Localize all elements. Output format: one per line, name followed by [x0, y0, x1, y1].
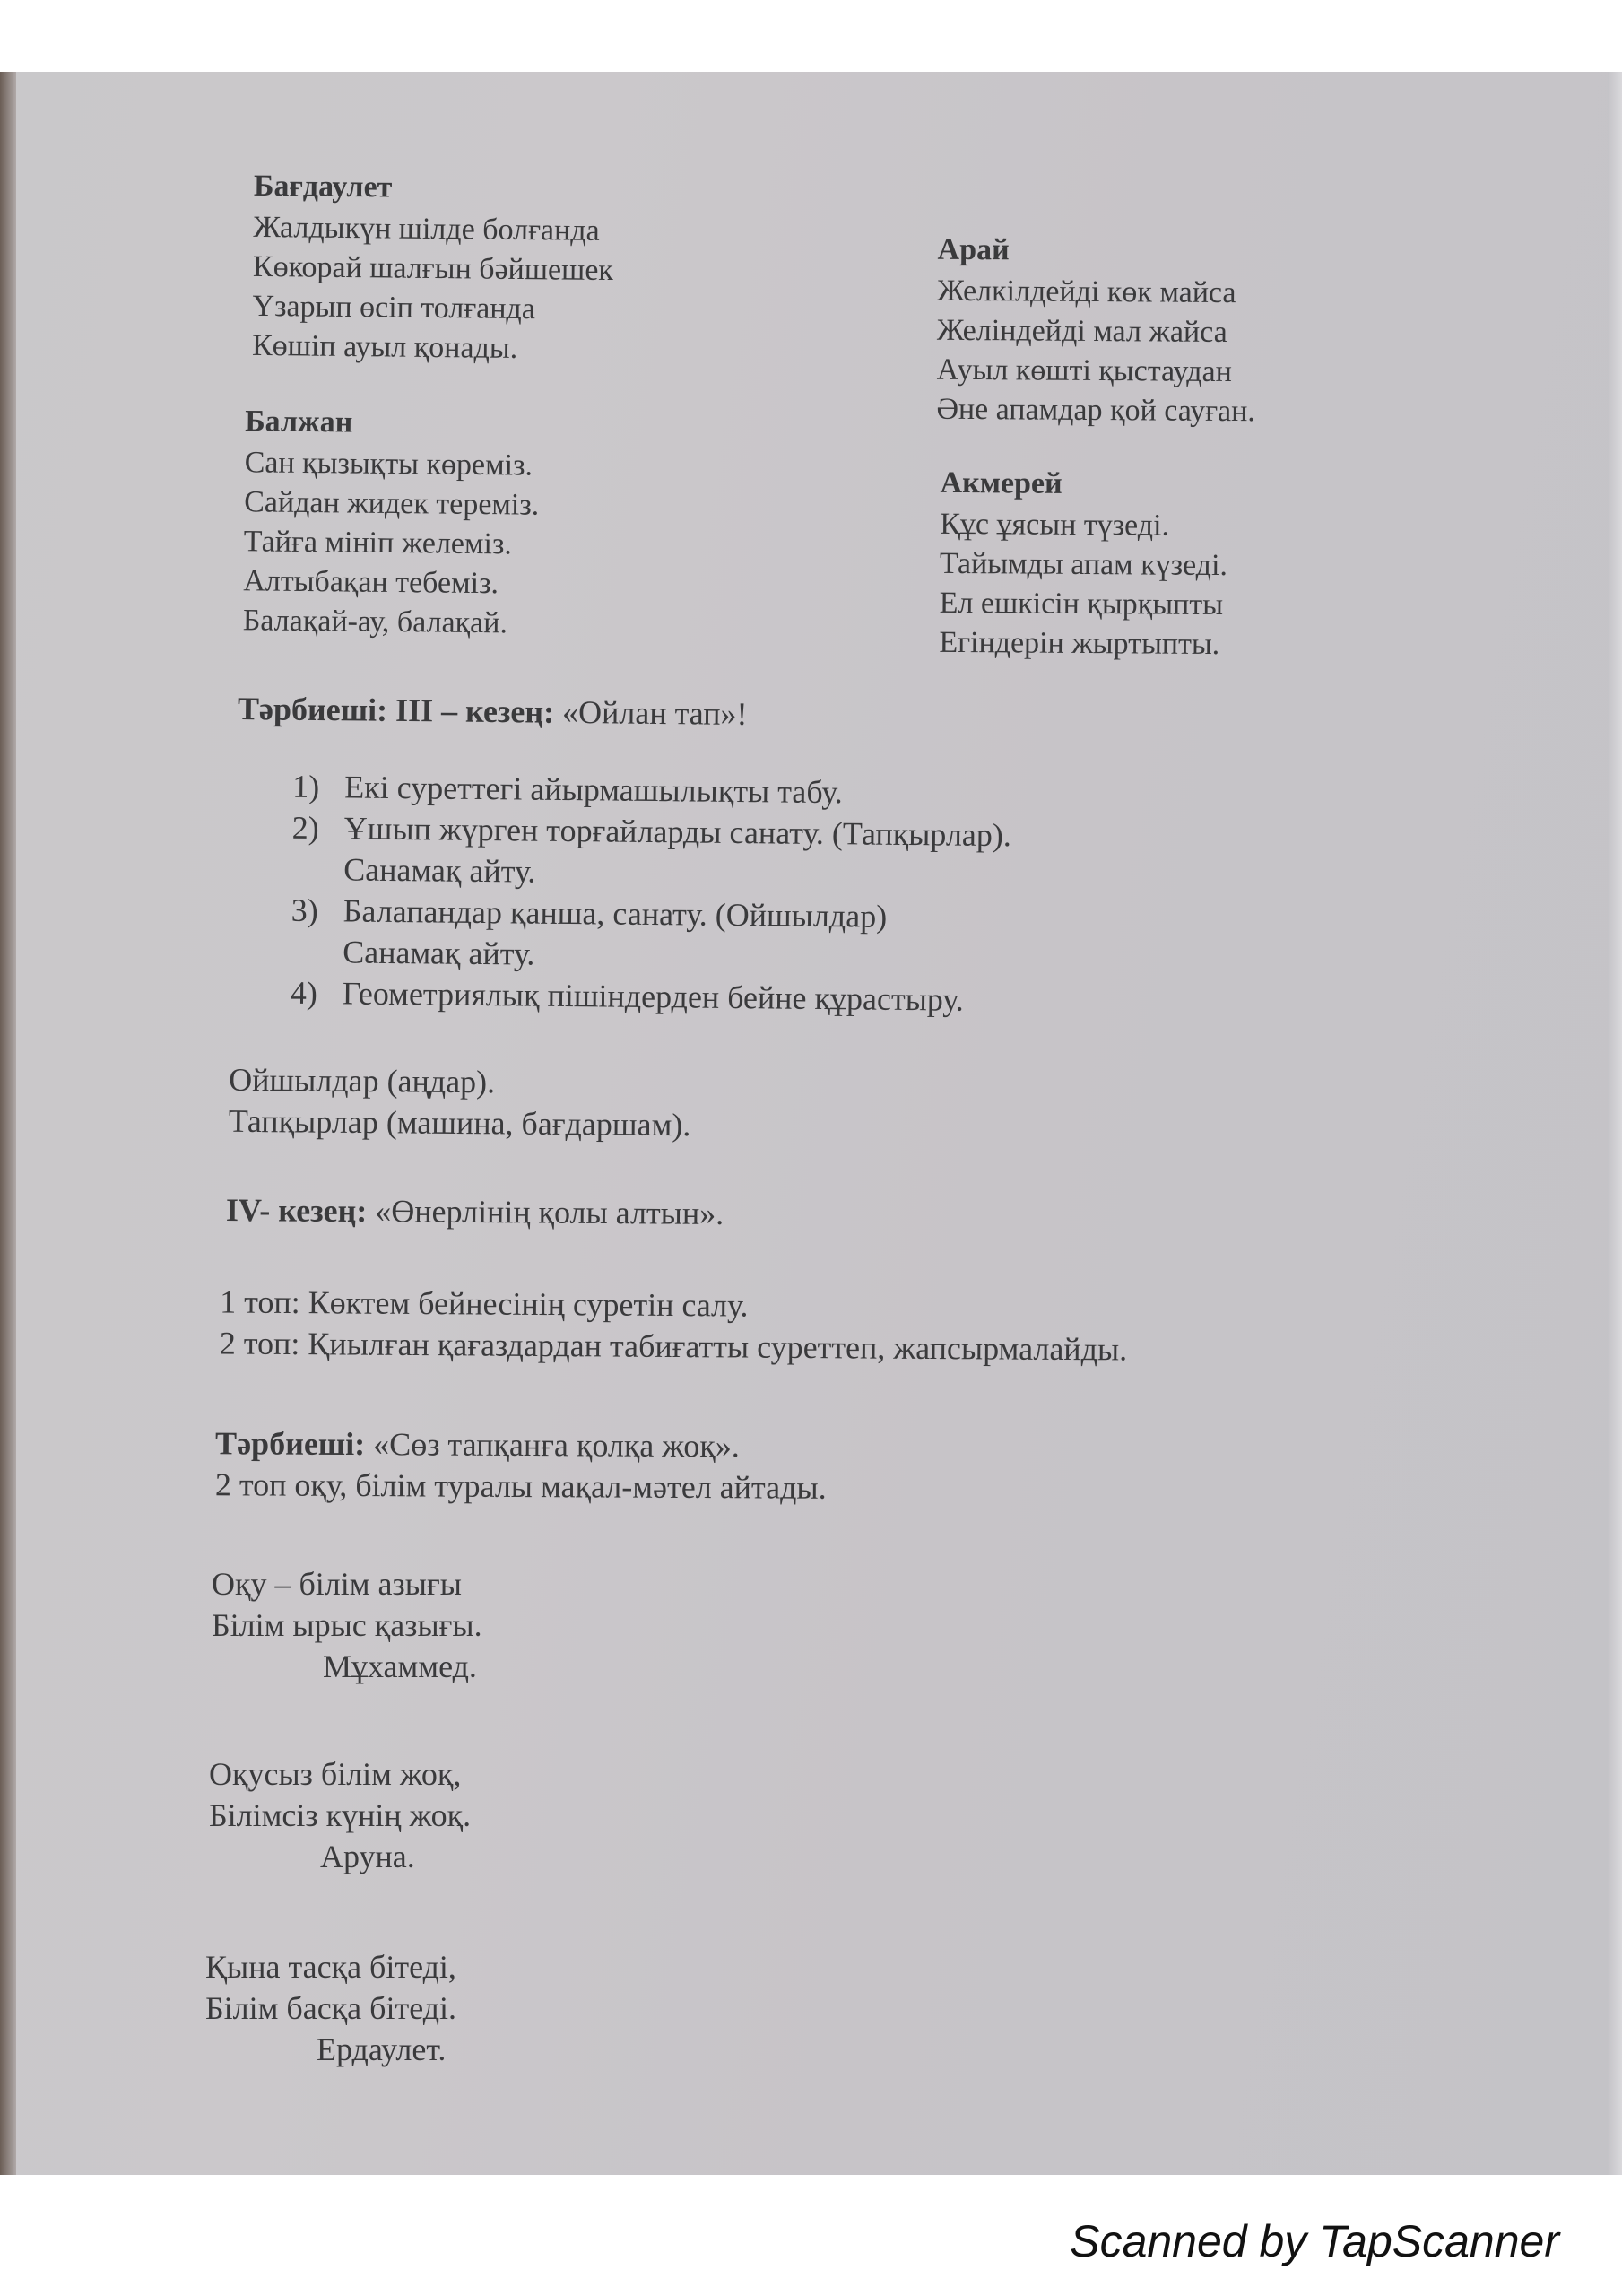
list-item [291, 972, 1010, 1021]
stage4-label: IV- кезең: [225, 1192, 368, 1230]
team-line: Тапқырлар (машина, бағдаршам). [228, 1102, 691, 1144]
proverb-3 [205, 1946, 456, 2070]
list-item [292, 807, 1012, 856]
poem-akmerei [939, 464, 1228, 665]
poem-line: Егіндерін жыртыпты. [939, 625, 1220, 662]
teacher-heading [215, 1422, 827, 1467]
poem-line: Тайға мініп желеміз. [243, 525, 513, 561]
poem-author: Бағдаулет [253, 169, 393, 204]
proverb-line: Білім басқа бітеді. [205, 1990, 457, 2026]
list-subtext: Санамақ айту. [343, 934, 535, 972]
poem-line: Сайдан жидек тереміз. [244, 485, 540, 522]
list-text: Балапандар қанша, санату. (Ойшылдар) [343, 892, 888, 935]
poem-author: Балжан [244, 404, 353, 439]
poem-line: Ауыл көшті қыстаудан [936, 352, 1233, 389]
proverb-line: Білім ырыс қазығы. [212, 1607, 482, 1643]
stage3-heading [238, 690, 748, 733]
stage4-title: «Өнерлінің қолы алтын». [367, 1193, 724, 1231]
groups-block [220, 1281, 1128, 1370]
task-list [291, 766, 1012, 1021]
list-item [292, 766, 1012, 814]
scanner-watermark: Scanned by TapScanner [1070, 2216, 1559, 2266]
list-number: 3) [291, 891, 318, 929]
poem-line: Сан қызықты көреміз. [244, 446, 533, 483]
poem-line: Алтыбақан тебеміз. [243, 564, 499, 601]
poem-arai [936, 230, 1256, 431]
stage4-heading [226, 1191, 724, 1232]
list-text: Екі суреттегі айырмашылықты табу. [344, 769, 843, 811]
poem-line: Ел ешкісін қырқыпты [939, 586, 1224, 622]
list-number: 4) [290, 974, 318, 1012]
list-number: 1) [292, 768, 320, 805]
stage3-label: Тәрбиеші: III – кезең: [237, 691, 555, 730]
proverb-author: Аруна. [320, 1839, 415, 1874]
proverb-line: Қына тасқа бітеді, [205, 1949, 456, 1985]
stage3-title: «Ойлан тап»! [553, 693, 748, 732]
proverb-author: Мұхаммед. [323, 1648, 477, 1684]
poem-line: Желкілдейді көк майса [937, 274, 1236, 310]
poem-line: Жалдыкүн шілде болғанда [253, 210, 600, 248]
poem-line: Тайымды апам күзеді. [939, 546, 1228, 583]
group-line: 2 топ: Қиылған қағаздардан табиғатты суреттеп, жапсырмалайды. [219, 1325, 1128, 1368]
teacher-line: 2 топ оқу, білім туралы мақал-мәтел айтады. [214, 1466, 827, 1506]
teacher-title: «Сөз тапқанға қолқа жоқ». [365, 1426, 740, 1465]
poem-bagdaulet [252, 167, 614, 370]
poem-line: Желіндейді мал жайса [936, 313, 1227, 350]
page-edge-right [1608, 72, 1622, 2175]
poem-line: Әне апамдар қой сауған. [936, 392, 1256, 429]
proverb-author: Ердаулет. [317, 2031, 447, 2067]
list-subtext: Санамақ айту. [343, 851, 536, 890]
group-line: 1 топ: Көктем бейнесінің суретін салу. [220, 1283, 749, 1324]
poem-author: Акмерей [940, 465, 1063, 500]
teacher-block [215, 1422, 827, 1509]
team-line: Ойшылдар (аңдар). [229, 1061, 496, 1100]
teams-block [229, 1059, 691, 1145]
poem-line: Құс ұясын түзеді. [940, 507, 1170, 543]
poem-line: Үзарып өсіп толғанда [252, 289, 536, 326]
poem-line: Көшіп ауыл қонады. [251, 328, 518, 365]
proverb-line: Білімсіз күнің жоқ. [209, 1797, 472, 1833]
proverb-1 [212, 1563, 482, 1687]
poem-balzhan [243, 402, 541, 643]
poem-line: Көкорай шалғын бәйшешек [252, 249, 614, 288]
list-item [291, 890, 1011, 938]
poem-author: Арай [937, 232, 1010, 267]
page-edge-left [0, 72, 16, 2175]
poem-line: Балақай-ау, балақай. [242, 604, 508, 640]
proverb-2 [209, 1753, 471, 1877]
list-number: 2) [291, 809, 319, 847]
list-text: Ұшып жүрген торғайларды санату. (Тапқырлар). [343, 810, 1012, 854]
proverb-line: Оқу – білім азығы [212, 1566, 462, 1602]
list-text: Геометриялық пішіндерден бейне құрастыру. [342, 975, 965, 1018]
proverb-line: Оқусыз білім жоқ, [209, 1756, 462, 1792]
teacher-label: Тәрбиеші: [215, 1425, 366, 1463]
